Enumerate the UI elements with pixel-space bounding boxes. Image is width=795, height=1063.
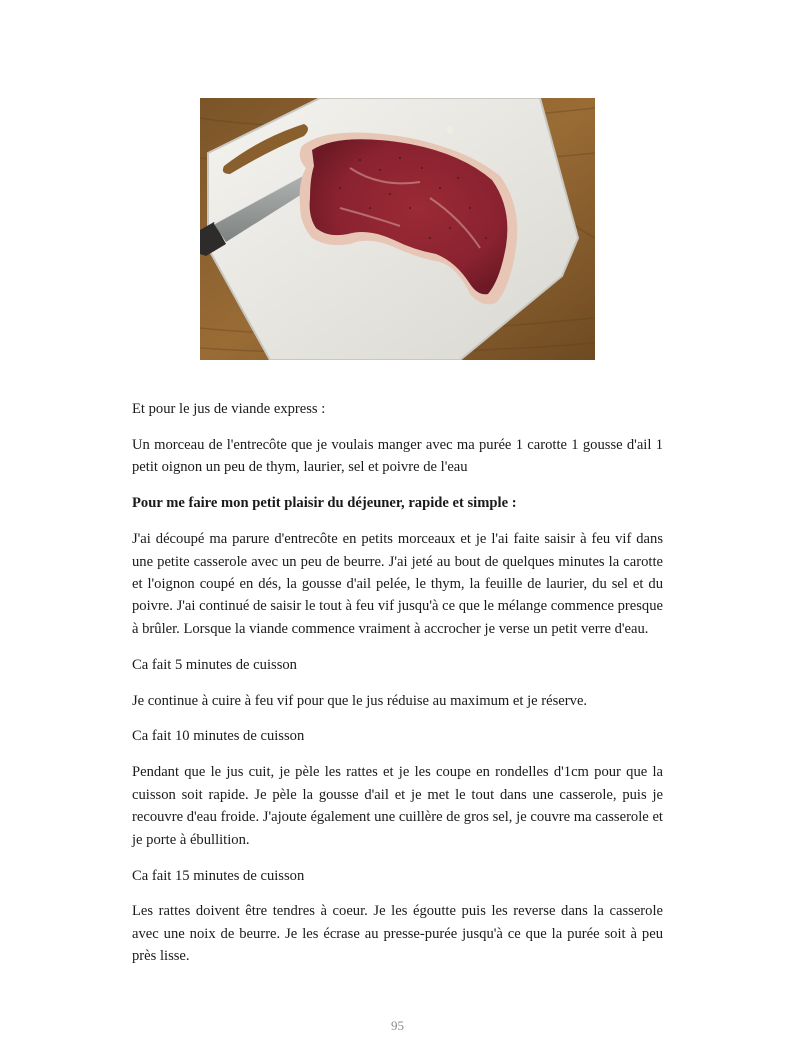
paragraph-timer-5: Ca fait 5 minutes de cuisson [132, 656, 297, 673]
paragraph-timer-15: Ca fait 15 minutes de cuisson [132, 867, 305, 884]
paragraph-timer-10: Ca fait 10 minutes de cuisson [132, 728, 305, 745]
steak-photo [200, 98, 595, 360]
steak-on-cutting-board-photo [200, 98, 595, 360]
paragraph-step-jus: J'ai découpé ma parure d'entrecôte en petits morceaux et je l'ai faite saisir à feu vif dans une petite casserole avec un peu de beurre. J'ai jeté au bout de quelques minutes la carotte et l'oignon coupé en dés, la gousse d'ail pelée, le thym, la feuille de laurier, du sel et du poivre. J'ai continué de saisir le tout à feu vif jusqu'à ce que le mélange commence presque à brûler. Lorsque la viande commence vraiment à accrocher je verse un petit verre d'eau. [132, 531, 663, 637]
recipe-text [132, 398, 663, 981]
paragraph-reduce: Je continue à cuire à feu vif pour que le jus réduise au maximum et je réserve. [132, 692, 588, 709]
paragraph-intro: Et pour le jus de viande express : [132, 401, 326, 417]
paragraph-ingredients: Un morceau de l'entrecôte que je voulais manger avec ma purée 1 carotte 1 gousse d'ail 1 petit oignon un peu de thym, laurier, sel et poivre de l'eau [132, 436, 663, 476]
paragraph-heading: Pour me faire mon petit plaisir du déjeuner, rapide et simple : [132, 495, 517, 512]
paragraph-potatoes: Pendant que le jus cuit, je pèle les rattes et je les coupe en rondelles d'1cm pour que la cuisson soit rapide. Je pèle la gousse d'ail et je met le tout dans une casserole, puis je recouvre d'eau froide. J'ajoute également une cuillère de gros sel, je couvre ma casserole et je porte à ébullition. [132, 764, 663, 848]
page-number: 95 [391, 1018, 404, 1033]
paragraph-puree: Les rattes doivent être tendres à coeur. Je les égoutte puis les reverse dans la casserole avec une noix de beurre. Je les écrase au presse-purée jusqu'à ce que la purée soit à peu près lisse. [132, 903, 663, 965]
